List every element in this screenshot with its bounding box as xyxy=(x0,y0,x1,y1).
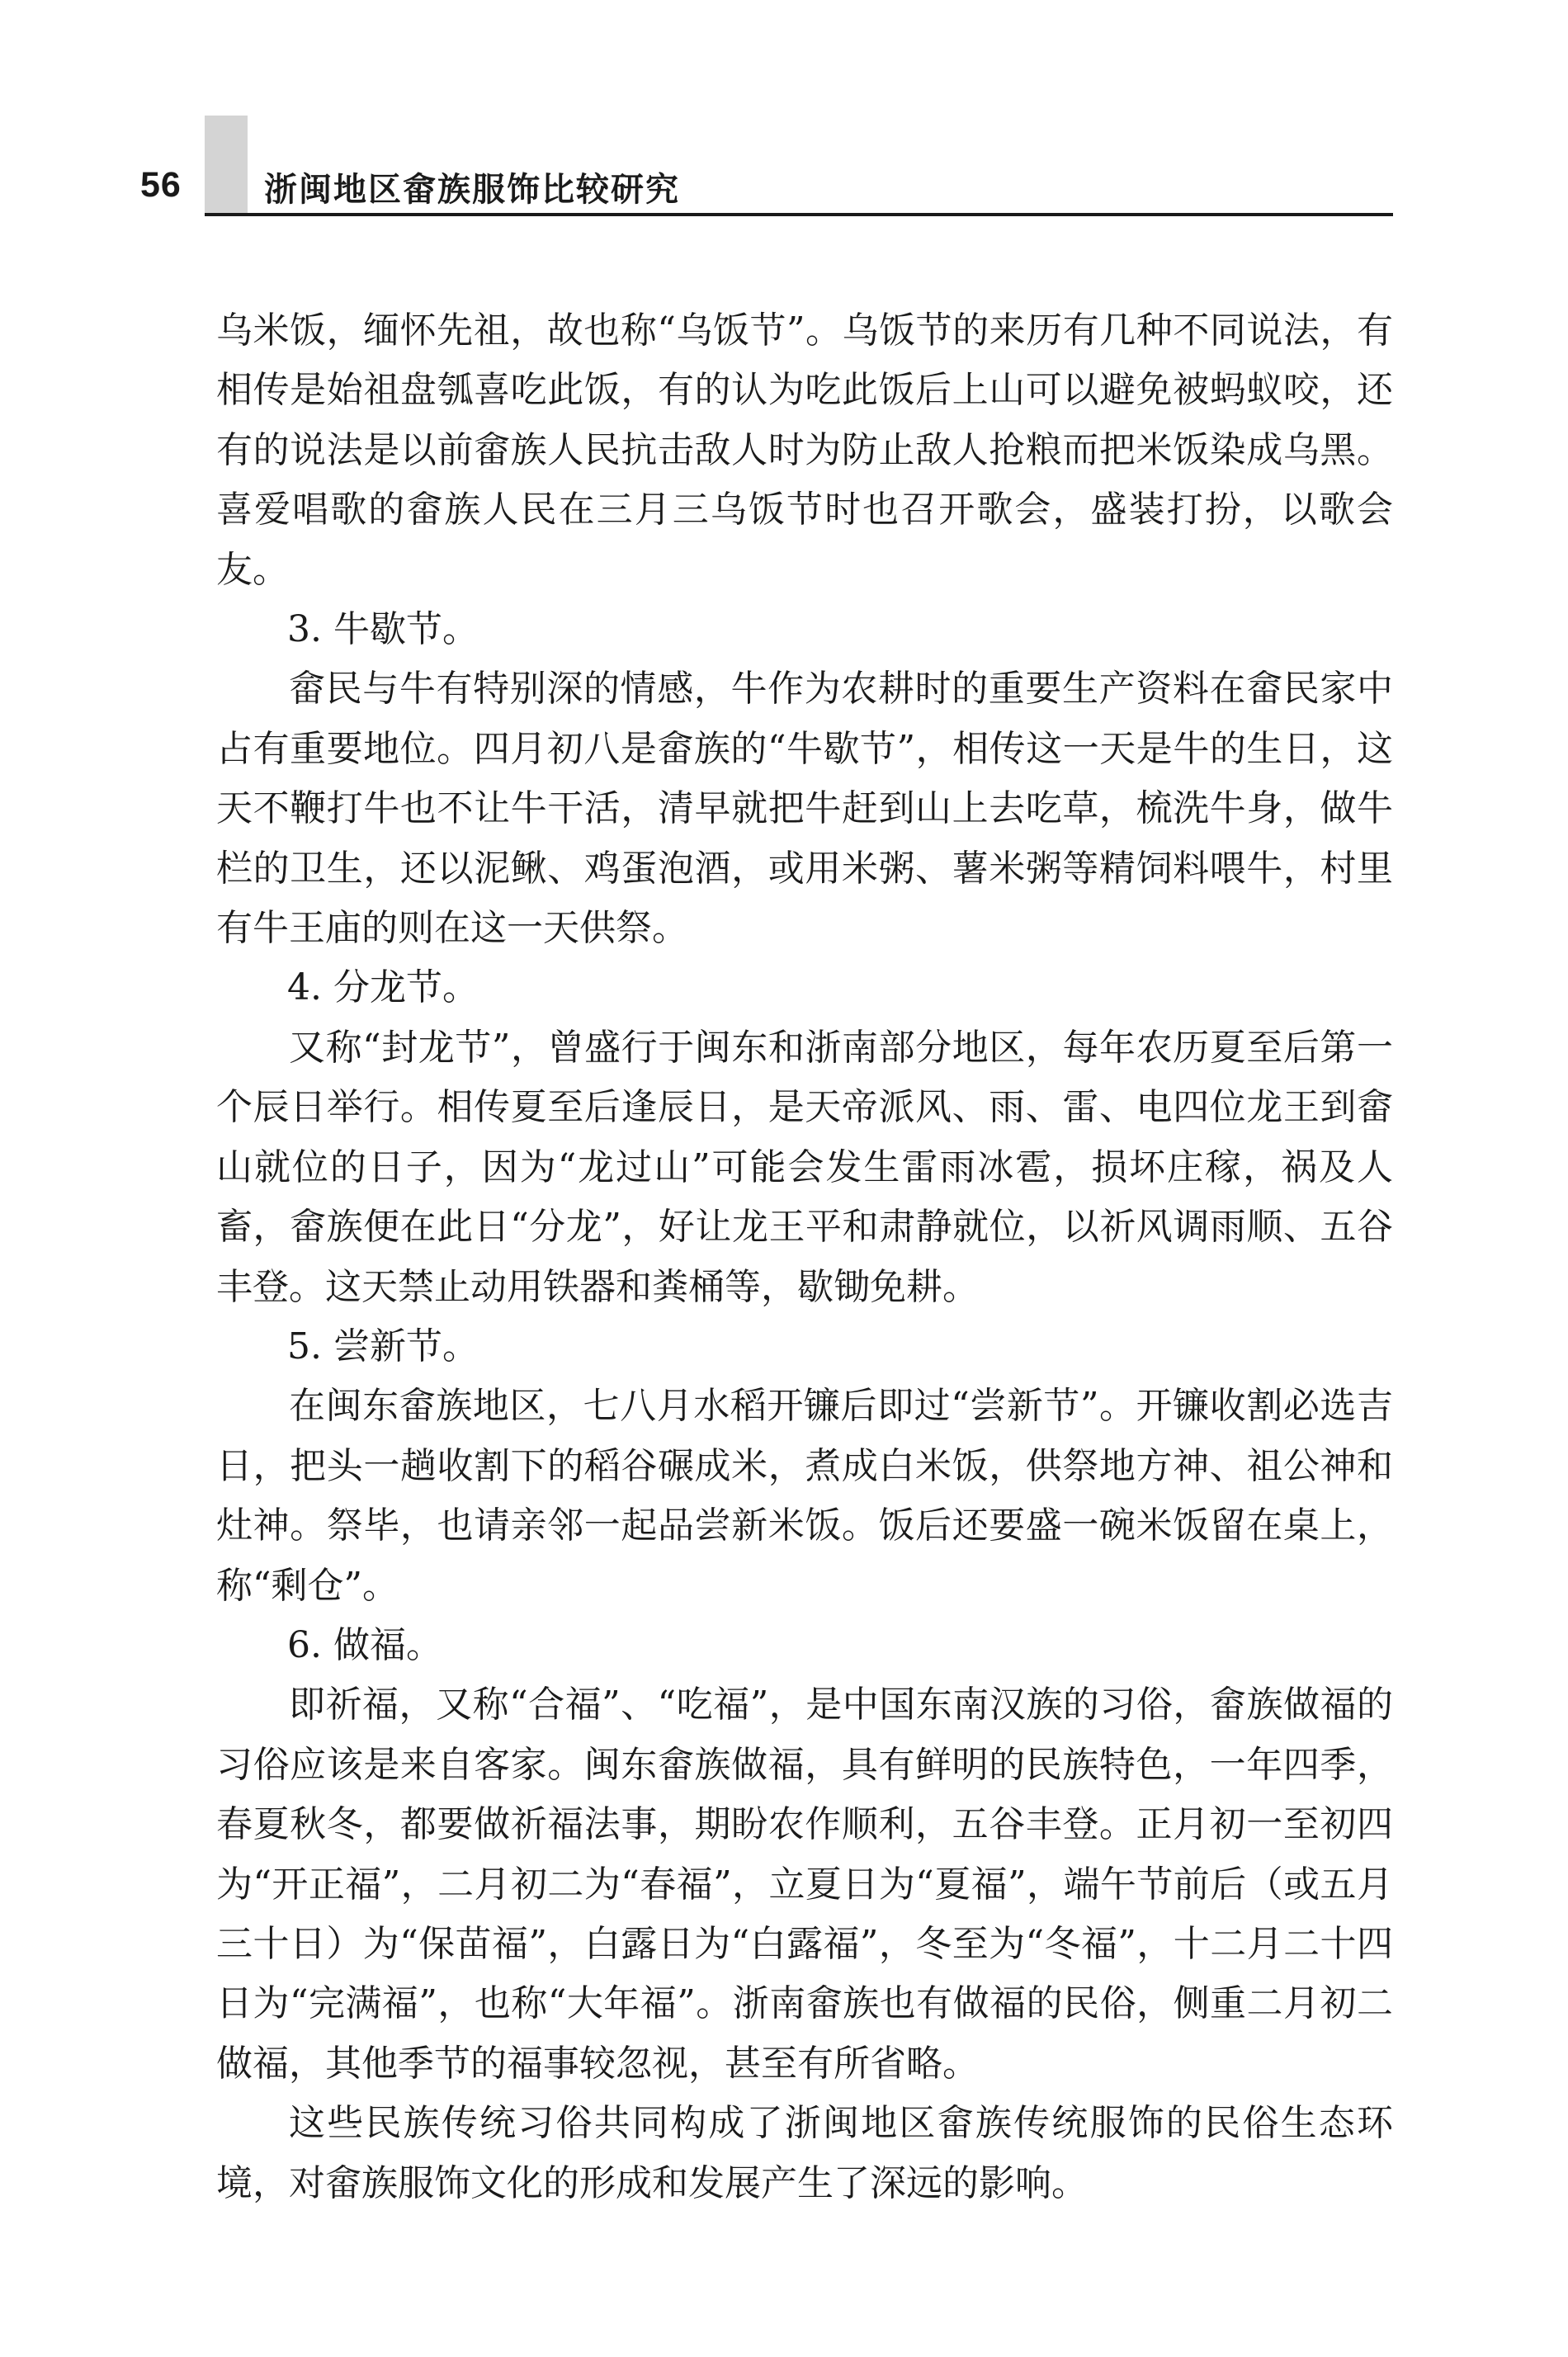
paragraph-niuxie-festival: 畲民与牛有特别深的情感，牛作为农耕时的重要生产资料在畲民家中占有重要地位。四月初八是畲族的“牛歇节”，相传这一天是牛的生日，这天不鞭打牛也不让牛干活，清早就把牛赶到山上去吃草，梳洗牛身，做牛栏的卫生，还以泥鳅、鸡蛋泡酒，或用米粥、薯米粥等精饲料喂牛，村里有牛王庙的则在这一天供祭。 xyxy=(216,668,1393,950)
running-title: 浙闽地区畲族服饰比较研究 xyxy=(264,170,680,209)
header-tab xyxy=(205,116,248,216)
heading-zuofu: 6. 做福。 xyxy=(287,1623,442,1666)
paragraph-wufan-continued: 乌米饭，缅怀先祖，故也称“乌饭节”。乌饭节的来历有几种不同说法，有相传是始祖盘瓠喜吃此饭，有的认为吃此饭后上山可以避免被蚂蚁咬，还有的说法是以前畲族人民抗击敌人时为防止敌人抢粮而把米饭染成乌黑。喜爱唱歌的畲族人民在三月三乌饭节时也召开歌会，盛装打扮，以歌会友。 xyxy=(216,309,1393,591)
paragraph-zuofu: 即祈福，又称“合福”、“吃福”，是中国东南汉族的习俗，畲族做福的习俗应该是来自客家。闽东畲族做福，具有鲜明的民族特色，一年四季，春夏秋冬，都要做祈福法事，期盼农作顺利，五谷丰登。正月初一至初四为“开正福”，二月初二为“春福”，立夏日为“夏福”，端午节前后（或五月三十日）为“保苗福”，白露日为“白露福”，冬至为“冬福”，十二月二十四日为“完满福”，也称“大年福”。浙南畲族也有做福的民俗，侧重二月初二做福，其他季节的福事较忽视，甚至有所省略。 xyxy=(216,1684,1393,2085)
header-rule xyxy=(205,213,1393,216)
paragraph-fenlong-festival: 又称“封龙节”，曾盛行于闽东和浙南部分地区，每年农历夏至后第一个辰日举行。相传夏至后逢辰日，是天帝派风、雨、雷、电四位龙王到畲山就位的日子，因为“龙过山”可能会发生雷雨冰雹，损坏庄稼，祸及人畜，畲族便在此日“分龙”，好让龙王平和肃静就位，以祈风调雨顺、五谷丰登。这天禁止动用铁器和粪桶等，歇锄免耕。 xyxy=(216,1026,1393,1308)
heading-fenlong-festival: 4. 分龙节。 xyxy=(287,966,479,1009)
paragraph-changxin-festival: 在闽东畲族地区，七八月水稻开镰后即过“尝新节”。开镰收割必选吉日，把头一趟收割下的稻谷碾成米，煮成白米饭，供祭地方神、祖公神和灶神。祭毕，也请亲邻一起品尝新米饭。饭后还要盛一碗米饭留在桌上，称“剩仓”。 xyxy=(216,1385,1393,1607)
body-text xyxy=(216,301,1393,2213)
heading-niuxie-festival: 3. 牛歇节。 xyxy=(287,608,479,651)
heading-changxin-festival: 5. 尝新节。 xyxy=(287,1325,479,1367)
paragraph-conclusion: 这些民族传统习俗共同构成了浙闽地区畲族传统服饰的民俗生态环境，对畲族服饰文化的形成和发展产生了深远的影响。 xyxy=(216,2102,1393,2204)
page-number: 56 xyxy=(140,165,182,205)
